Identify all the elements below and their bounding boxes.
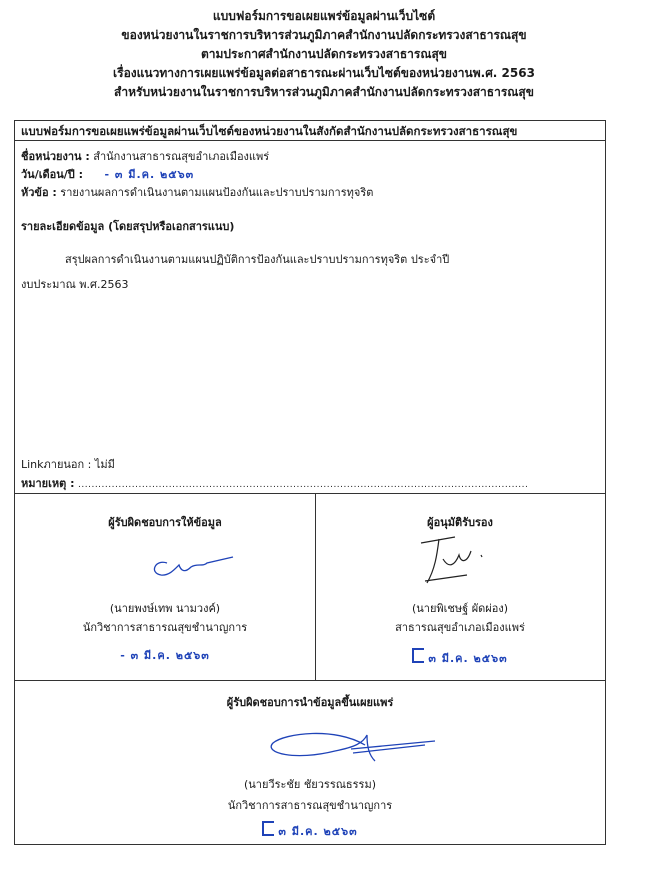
publisher-name: (นายวีระชัย ชัยวรรณธรรม) bbox=[243, 778, 377, 791]
subject-label: หัวข้อ : bbox=[21, 186, 57, 199]
provider-date-stamp: - ๓ มี.ค. ๒๕๖๓ bbox=[120, 649, 210, 662]
provider-heading: ผู้รับผิดชอบการให้ข้อมูล bbox=[108, 516, 222, 529]
approver-signature bbox=[415, 529, 495, 589]
publisher-date-text: ๓ มี.ค. ๒๕๖๓ bbox=[278, 825, 358, 838]
approver-date-stamp bbox=[315, 648, 605, 666]
date-stamp: - ๓ มี.ค. ๒๕๖๓ bbox=[104, 168, 195, 181]
divider-signatures bbox=[15, 493, 605, 494]
divider-publisher bbox=[15, 680, 605, 681]
publisher-date-stamp bbox=[15, 821, 605, 839]
approver-name: (นายพิเชษฐ์ ผัดผ่อง) bbox=[411, 602, 509, 615]
form-title: แบบฟอร์มการขอเผยแพร่ข้อมูลผ่านเว็บไซต์ของหน่วยงานในสังกัดสำนักงานปลัดกระทรวงสาธารณสุข bbox=[15, 121, 605, 141]
form-box bbox=[14, 120, 606, 845]
unit-row bbox=[21, 149, 269, 164]
date-label: วัน/เดือน/ปี : bbox=[21, 168, 83, 181]
note-label: หมายเหตุ : bbox=[21, 477, 75, 490]
doc-title-line-3: ตามประกาศสำนักงานปลัดกระทรวงสาธารณสุข bbox=[200, 47, 447, 61]
provider-position: นักวิชาการสาธารณสุขชำนาญการ bbox=[82, 621, 248, 634]
doc-title-line-5: สำหรับหน่วยงานในราชการบริหารส่วนภูมิภาคสำนักงานปลัดกระทรวงสาธารณสุข bbox=[114, 85, 534, 99]
detail-text-line-2: งบประมาณ พ.ศ.2563 bbox=[21, 278, 129, 291]
detail-label: รายละเอียดข้อมูล (โดยสรุปหรือเอกสารแนบ) bbox=[21, 220, 235, 233]
provider-signature bbox=[145, 553, 235, 583]
stamp-mark-icon bbox=[262, 821, 274, 836]
publisher-heading: ผู้รับผิดชอบการนำข้อมูลขึ้นเผยแพร่ bbox=[226, 696, 394, 709]
external-link-label: Linkภายนอก : bbox=[21, 458, 92, 471]
note-dots: ...................................................................................................................................... bbox=[78, 480, 529, 490]
external-link-row bbox=[21, 457, 115, 472]
stamp-mark-icon bbox=[412, 648, 424, 663]
external-link-value: ไม่มี bbox=[94, 458, 115, 471]
approver-heading: ผู้อนุมัติรับรอง bbox=[427, 516, 493, 529]
detail-text-line-1: สรุปผลการดำเนินงานตามแผนปฏิบัติการป้องกันและปราบปรามการทุจริต ประจำปี bbox=[65, 253, 450, 266]
subject-row bbox=[21, 185, 373, 200]
date-row bbox=[21, 167, 194, 182]
unit-label: ชื่อหน่วยงาน : bbox=[21, 150, 90, 163]
note-row bbox=[21, 476, 528, 493]
unit-value: สำนักงานสาธารณสุขอำเภอเมืองแพร่ bbox=[93, 150, 270, 163]
approver-position: สาธารณสุขอำเภอเมืองแพร่ bbox=[395, 621, 525, 634]
provider-name: (นายพงษ์เทพ นามวงค์) bbox=[109, 602, 221, 615]
doc-title-line-4: เรื่องแนวทางการเผยแพร่ข้อมูลต่อสาธารณะผ่านเว็บไซต์ของหน่วยงานพ.ศ. 2563 bbox=[113, 66, 535, 80]
approver-date-text: ๓ มี.ค. ๒๕๖๓ bbox=[428, 652, 508, 665]
publisher-signature bbox=[255, 721, 435, 771]
doc-title-line-2: ของหน่วยงานในราชการบริหารส่วนภูมิภาคสำนักงานปลัดกระทรวงสาธารณสุข bbox=[121, 28, 527, 42]
subject-value: รายงานผลการดำเนินงานตามแผนป้องกันและปราบปรามการทุจริต bbox=[60, 186, 374, 199]
publisher-position: นักวิชาการสาธารณสุขชำนาญการ bbox=[227, 799, 393, 812]
doc-title-line-1: แบบฟอร์มการขอเผยแพร่ข้อมูลผ่านเว็บไซต์ bbox=[212, 9, 436, 23]
